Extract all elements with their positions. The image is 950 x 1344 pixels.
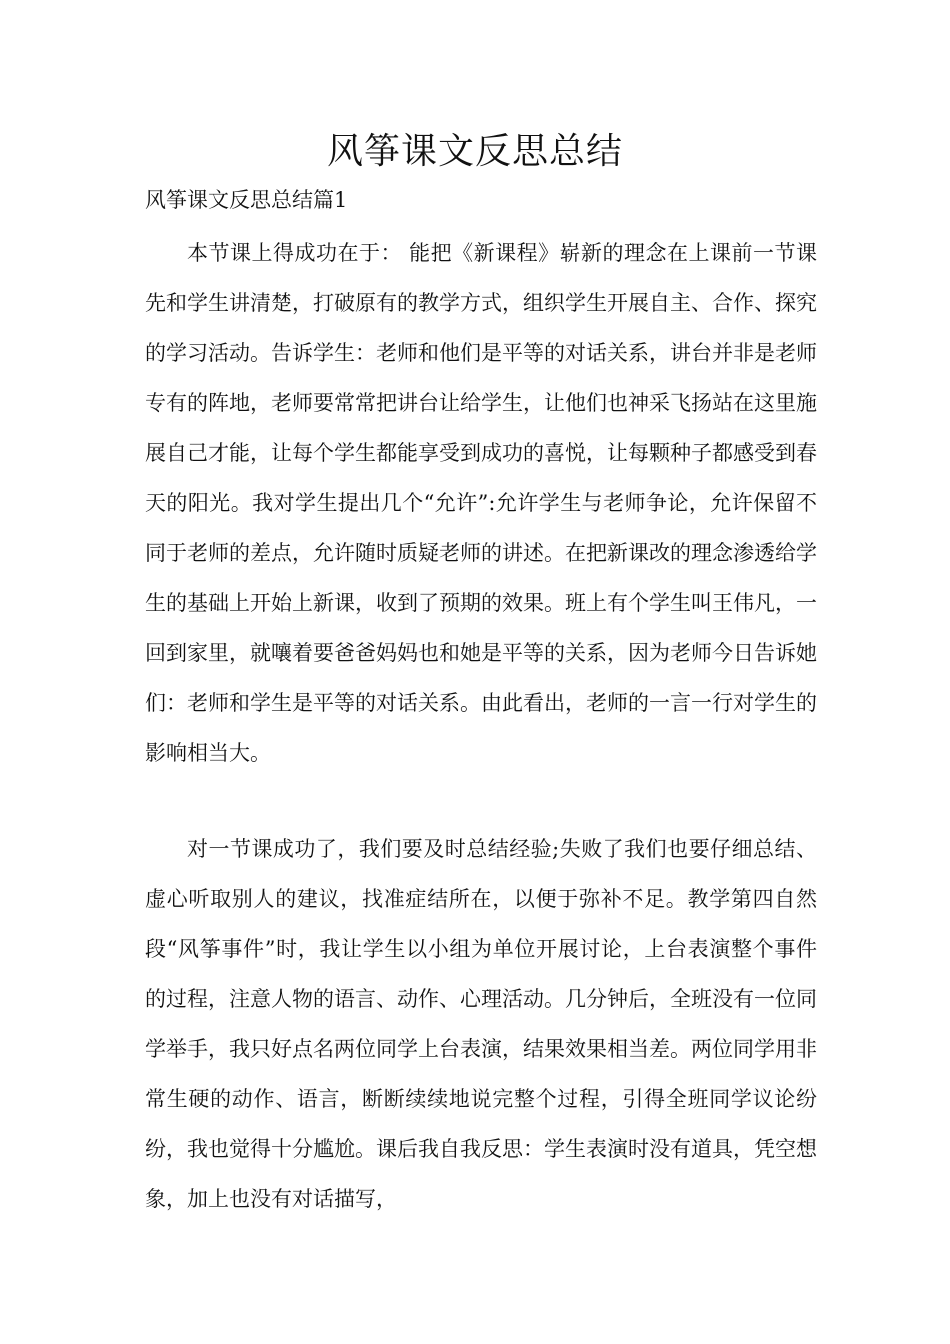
document-title: 风筝课文反思总结 bbox=[326, 131, 623, 172]
paragraph-2: 对一节课成功了，我们要及时总结经验;失败了我们也要仔细总结、虚心听取别人的建议，找准症结所在，以便于弥补不足。教学第四自然段“风筝事件”时，我让学生以小组为单位开展讨论，上台表演整个事件的过程，注意人物的语言、动作、心理活动。几分钟后，全班没有一位同学举手，我只好点名两位同学上台表演，结果效果相当差。两位同学用非常生硬的动作、语言，断断续续地说完整个过程，引得全班同学议论纷纷，我也觉得十分尴尬。课后我自我反思：学生表演时没有道具，凭空想象，加上也没有对话描写， bbox=[145, 837, 817, 1211]
paragraph-1: 本节课上得成功在于： 能把《新课程》崭新的理念在上课前一节课先和学生讲清楚，打破原有的教学方式，组织学生开展自主、合作、探究的学习活动。告诉学生：老师和他们是平等的对话关系，讲台并非是老师专有的阵地，老师要常常把讲台让给学生，让他们也神采飞扬站在这里施展自己才能，让每个学生都能享受到成功的喜悦，让每颗种子都感受到春天的阳光。我对学生提出几个“允许”:允许学生与老师争论，允许保留不同于老师的差点，允许随时质疑老师的讲述。在把新课改的理念渗透给学生的基础上开始上新课，收到了预期的效果。班上有个学生叫王伟凡，一回到家里，就嚷着要爸爸妈妈也和她是平等的关系，因为老师今日告诉她们：老师和学生是平等的对话关系。由此看出，老师的一言一行对学生的影响相当大。 bbox=[145, 241, 817, 765]
section-heading: 风筝课文反思总结篇1 bbox=[145, 188, 348, 212]
